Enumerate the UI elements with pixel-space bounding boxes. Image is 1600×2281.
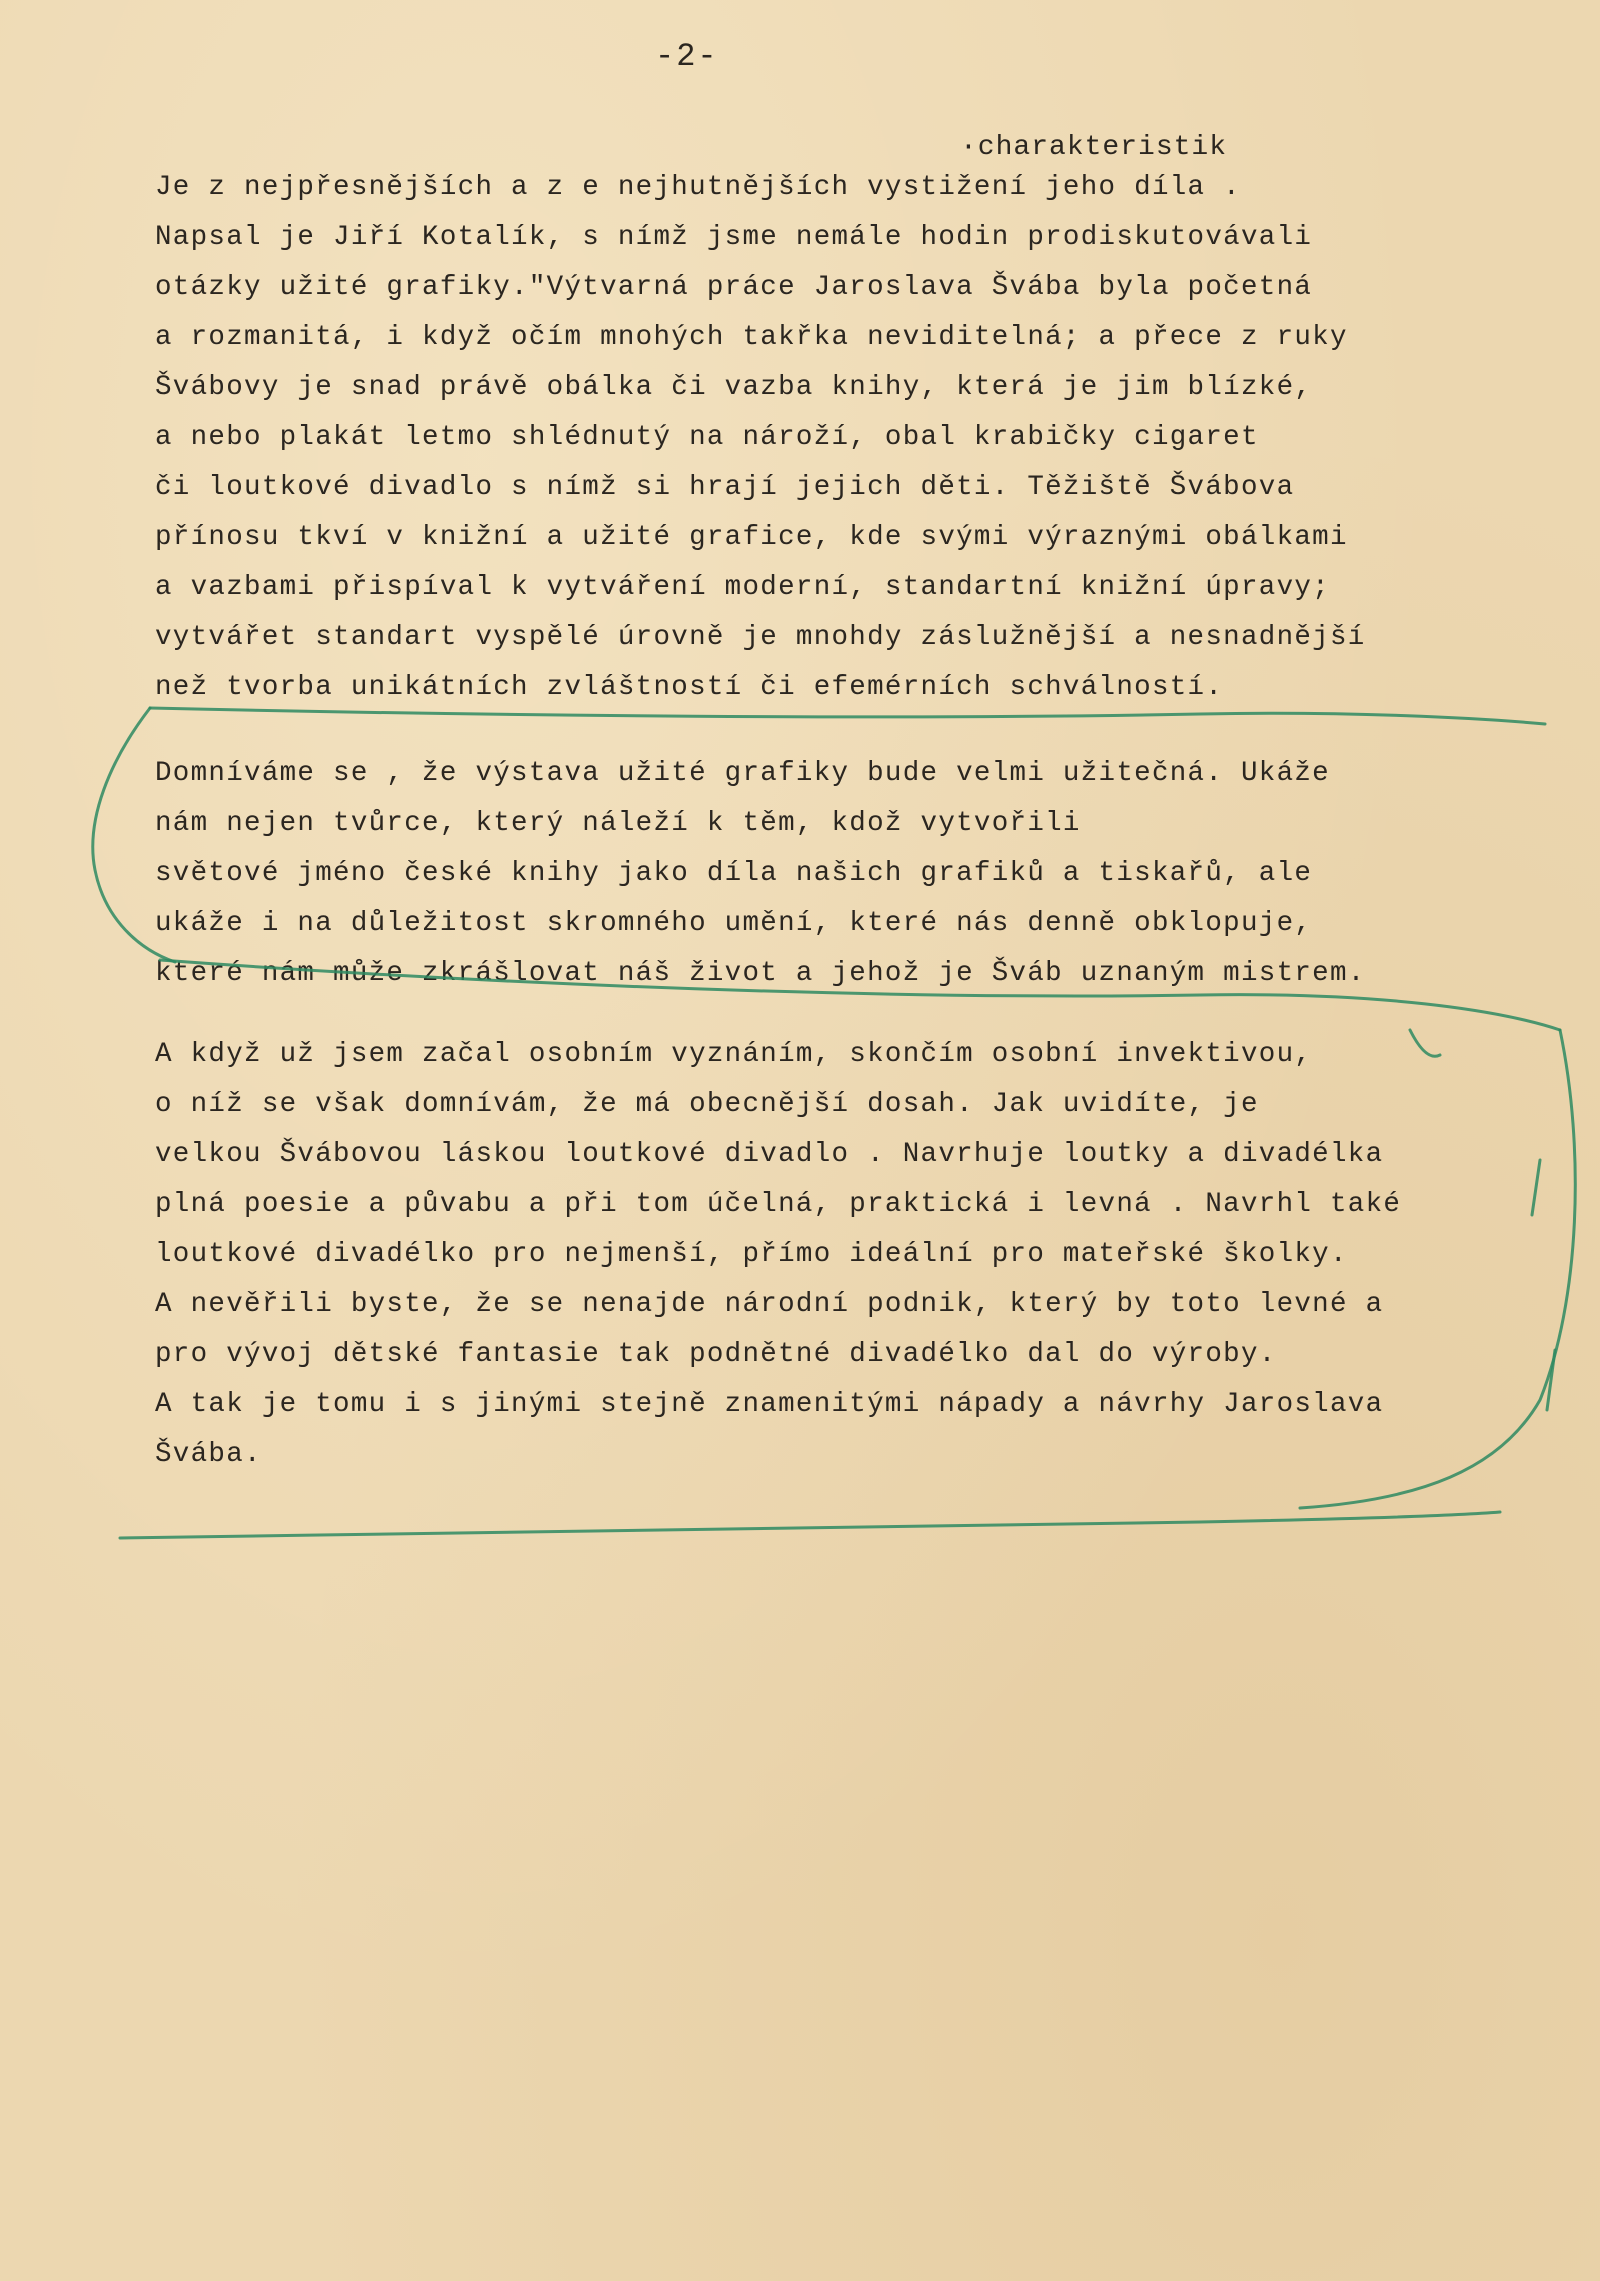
page-number: -2- <box>655 38 719 75</box>
text-line: pro vývoj dětské fantasie tak podnětné divadélko dal do výroby. <box>155 1339 1277 1370</box>
green-enclosure-curve-left <box>93 708 175 962</box>
text-line: nám nejen tvůrce, který náleží k těm, kdož vytvořili <box>155 808 1081 839</box>
text-line: Švába. <box>155 1439 262 1470</box>
text-line: Domníváme se , že výstava užité grafiky bude velmi užitečná. Ukáže <box>155 758 1330 789</box>
text-line: Švábovy je snad právě obálka či vazba knihy, která je jim blízké, <box>155 372 1313 403</box>
green-separator-line-bottom <box>120 1512 1500 1538</box>
text-line: ukáže i na důležitost skromného umění, které nás denně obklopuje, <box>155 908 1313 939</box>
text-line: A tak je tomu i s jinými stejně znamenitými nápady a návrhy Jaroslava <box>155 1389 1384 1420</box>
text-line: a rozmanitá, i když očím mnohých takřka neviditelná; a přece z ruky <box>155 322 1348 353</box>
handwritten-insert-note: ·charakteristik <box>960 132 1228 163</box>
text-line: loutkové divadélko pro nejmenší, přímo ideální pro mateřské školky. <box>155 1239 1348 1270</box>
text-line: světové jméno české knihy jako díla našich grafiků a tiskařů, ale <box>155 858 1313 889</box>
text-line: Je z nejpřesnějších a z e nejhutnějších vystižení jeho díla . <box>155 172 1241 203</box>
text-line: Napsal je Jiří Kotalík, s nímž jsme nemále hodin prodiskutovávali <box>155 222 1313 253</box>
text-line: plná poesie a půvabu a při tom účelná, praktická i levná . Navrhl také <box>155 1189 1402 1220</box>
text-line: a vazbami přispíval k vytváření moderní, standartní knižní úpravy; <box>155 572 1330 603</box>
text-line: než tvorba unikátních zvláštností či efemérních schválností. <box>155 672 1224 703</box>
green-correction-mark <box>1410 1030 1440 1056</box>
text-line: které nám může zkrášlovat náš život a jehož je Šváb uznaným mistrem. <box>155 958 1366 989</box>
text-line: přínosu tkví v knižní a užité grafice, kde svými výraznými obálkami <box>155 522 1348 553</box>
text-line: velkou Švábovou láskou loutkové divadlo . Navrhuje loutky a divadélka <box>155 1139 1384 1170</box>
green-enclosure-curve-right <box>1300 1030 1575 1508</box>
text-line: a nebo plakát letmo shlédnutý na nároží, obal krabičky cigaret <box>155 422 1259 453</box>
green-margin-tick <box>1532 1160 1540 1215</box>
green-separator-line-middle <box>160 960 1560 1030</box>
text-line: vytvářet standart vyspělé úrovně je mnohdy záslužnější a nesnadnější <box>155 622 1366 653</box>
text-line: otázky užité grafiky."Výtvarná práce Jaroslava Švába byla početná <box>155 272 1313 303</box>
text-line: či loutkové divadlo s nímž si hrají jejich děti. Těžiště Švábova <box>155 472 1295 503</box>
green-separator-line-top <box>150 708 1545 724</box>
text-line: A když už jsem začal osobním vyznáním, skončím osobní invektivou, <box>155 1039 1313 1070</box>
text-line: A nevěřili byste, že se nenajde národní podnik, který by toto levné a <box>155 1289 1384 1320</box>
text-line: o níž se však domnívám, že má obecnější dosah. Jak uvidíte, je <box>155 1089 1259 1120</box>
